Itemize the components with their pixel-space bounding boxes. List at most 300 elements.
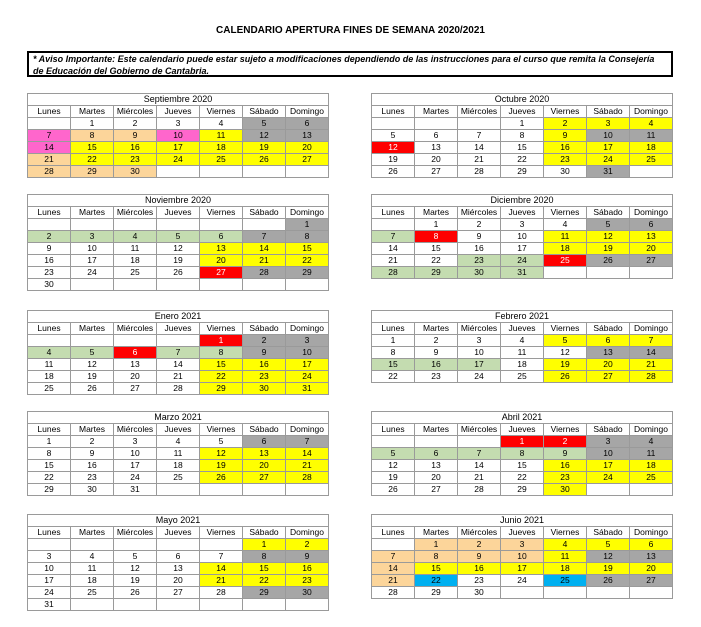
day-cell: 3	[587, 118, 630, 130]
day-cell: 15	[286, 243, 329, 255]
day-cell: 8	[415, 551, 458, 563]
day-cell: 23	[28, 267, 71, 279]
day-cell: 31	[587, 166, 630, 178]
day-cell: 6	[200, 231, 243, 243]
day-cell: 27	[630, 255, 673, 267]
weekday-header-row	[372, 323, 673, 335]
day-cell: 2	[458, 219, 501, 231]
day-cell: 21	[157, 371, 200, 383]
day-cell: 20	[630, 243, 673, 255]
day-cell: 30	[286, 587, 329, 599]
day-cell: 30	[114, 166, 157, 178]
week-row	[28, 539, 329, 551]
day-cell: 19	[587, 243, 630, 255]
day-cell: 29	[200, 383, 243, 395]
week-row	[28, 154, 329, 166]
day-cell: 22	[501, 154, 544, 166]
week-row	[28, 142, 329, 154]
day-cell: 23	[114, 154, 157, 166]
weekday-header: Miércoles	[114, 106, 157, 118]
weekday-header: Sábado	[243, 424, 286, 436]
day-cell: 13	[200, 243, 243, 255]
week-row	[372, 472, 673, 484]
day-cell: 21	[200, 575, 243, 587]
day-cell: 6	[114, 347, 157, 359]
weekday-header: Viernes	[200, 527, 243, 539]
day-cell: 12	[587, 551, 630, 563]
day-cell: 11	[157, 448, 200, 460]
day-cell: 26	[200, 472, 243, 484]
empty-cell	[372, 219, 415, 231]
weekday-header: Domingo	[630, 323, 673, 335]
day-cell: 10	[157, 130, 200, 142]
week-row	[372, 436, 673, 448]
day-cell: 1	[243, 539, 286, 551]
day-cell: 13	[630, 551, 673, 563]
day-cell: 8	[501, 448, 544, 460]
day-cell: 6	[157, 551, 200, 563]
weekday-header: Jueves	[157, 424, 200, 436]
empty-cell	[286, 166, 329, 178]
empty-cell	[28, 118, 71, 130]
empty-cell	[28, 539, 71, 551]
weekday-header: Domingo	[286, 106, 329, 118]
day-cell: 28	[200, 587, 243, 599]
week-row	[28, 484, 329, 496]
week-row	[372, 347, 673, 359]
empty-cell	[630, 587, 673, 599]
day-cell: 18	[544, 563, 587, 575]
empty-cell	[243, 219, 286, 231]
day-cell: 8	[415, 231, 458, 243]
day-cell: 23	[458, 255, 501, 267]
month-title: Febrero 2021	[371, 310, 673, 322]
day-cell: 17	[71, 255, 114, 267]
day-cell: 2	[415, 335, 458, 347]
day-cell: 7	[630, 335, 673, 347]
month-title: Marzo 2021	[27, 411, 329, 423]
day-cell: 14	[372, 563, 415, 575]
day-cell: 29	[28, 484, 71, 496]
day-cell: 21	[243, 255, 286, 267]
day-cell: 11	[630, 448, 673, 460]
week-row	[372, 267, 673, 279]
empty-cell	[587, 267, 630, 279]
day-cell: 12	[372, 460, 415, 472]
day-cell: 26	[587, 255, 630, 267]
day-cell: 26	[372, 484, 415, 496]
empty-cell	[630, 166, 673, 178]
day-cell: 24	[114, 472, 157, 484]
day-cell: 30	[243, 383, 286, 395]
weekday-header: Jueves	[157, 106, 200, 118]
day-cell: 5	[243, 118, 286, 130]
day-cell: 7	[458, 130, 501, 142]
day-cell: 9	[458, 231, 501, 243]
day-cell: 22	[372, 371, 415, 383]
weekday-header: Martes	[71, 424, 114, 436]
week-row	[372, 118, 673, 130]
day-cell: 29	[71, 166, 114, 178]
day-cell: 14	[243, 243, 286, 255]
weekday-header-row	[372, 424, 673, 436]
day-cell: 5	[114, 551, 157, 563]
day-cell: 16	[544, 460, 587, 472]
weekday-header: Sábado	[587, 527, 630, 539]
empty-cell	[157, 599, 200, 611]
day-cell: 3	[157, 118, 200, 130]
day-cell: 21	[372, 255, 415, 267]
weekday-header: Miércoles	[458, 527, 501, 539]
weekday-header: Viernes	[544, 527, 587, 539]
weekday-header: Martes	[415, 323, 458, 335]
week-row	[28, 448, 329, 460]
day-cell: 13	[415, 142, 458, 154]
day-cell: 11	[544, 231, 587, 243]
empty-cell	[458, 118, 501, 130]
day-cell: 13	[157, 563, 200, 575]
day-cell: 3	[587, 436, 630, 448]
weekday-header: Jueves	[501, 323, 544, 335]
day-cell: 12	[200, 448, 243, 460]
day-cell: 7	[458, 448, 501, 460]
weekday-header-row	[372, 527, 673, 539]
week-row	[28, 575, 329, 587]
month-calendar	[371, 310, 673, 383]
day-cell: 30	[458, 267, 501, 279]
day-cell: 4	[630, 436, 673, 448]
day-cell: 14	[630, 347, 673, 359]
day-cell: 4	[544, 219, 587, 231]
week-row	[372, 142, 673, 154]
day-cell: 4	[114, 231, 157, 243]
day-cell: 28	[630, 371, 673, 383]
day-cell: 6	[415, 130, 458, 142]
day-cell: 4	[157, 436, 200, 448]
week-row	[28, 279, 329, 291]
day-cell: 21	[630, 359, 673, 371]
weekday-header: Domingo	[286, 323, 329, 335]
empty-cell	[200, 279, 243, 291]
weekday-header: Martes	[415, 207, 458, 219]
week-row	[28, 166, 329, 178]
day-cell: 24	[71, 267, 114, 279]
weekday-header: Sábado	[243, 527, 286, 539]
day-cell: 23	[243, 371, 286, 383]
day-cell: 7	[28, 130, 71, 142]
day-cell: 20	[200, 255, 243, 267]
day-cell: 21	[28, 154, 71, 166]
day-cell: 9	[544, 448, 587, 460]
day-cell: 15	[243, 563, 286, 575]
day-cell: 19	[372, 472, 415, 484]
day-cell: 2	[286, 539, 329, 551]
day-cell: 19	[544, 359, 587, 371]
day-cell: 24	[28, 587, 71, 599]
weekday-header: Jueves	[501, 106, 544, 118]
weekday-header: Lunes	[372, 527, 415, 539]
week-row	[372, 575, 673, 587]
week-row	[372, 219, 673, 231]
day-cell: 11	[630, 130, 673, 142]
day-cell: 26	[114, 587, 157, 599]
day-cell: 7	[157, 347, 200, 359]
weekday-header: Martes	[415, 527, 458, 539]
weekday-header: Viernes	[200, 207, 243, 219]
weekday-header: Domingo	[630, 106, 673, 118]
day-cell: 16	[415, 359, 458, 371]
weekday-header: Viernes	[544, 106, 587, 118]
day-cell: 11	[544, 551, 587, 563]
day-cell: 29	[415, 587, 458, 599]
week-row	[372, 166, 673, 178]
empty-cell	[372, 118, 415, 130]
day-cell: 28	[372, 587, 415, 599]
day-cell: 24	[157, 154, 200, 166]
week-row	[372, 335, 673, 347]
day-cell: 10	[28, 563, 71, 575]
month-title: Noviembre 2020	[27, 194, 329, 206]
weekday-header: Lunes	[28, 106, 71, 118]
day-cell: 21	[286, 460, 329, 472]
weekday-header: Lunes	[372, 207, 415, 219]
day-cell: 12	[372, 142, 415, 154]
month-calendar	[371, 194, 673, 279]
weekday-header: Sábado	[587, 106, 630, 118]
day-cell: 20	[157, 575, 200, 587]
day-cell: 15	[372, 359, 415, 371]
day-cell: 23	[71, 472, 114, 484]
day-cell: 19	[114, 575, 157, 587]
day-cell: 4	[200, 118, 243, 130]
day-cell: 5	[157, 231, 200, 243]
week-row	[372, 243, 673, 255]
day-cell: 1	[28, 436, 71, 448]
week-row	[28, 383, 329, 395]
week-row	[372, 551, 673, 563]
day-cell: 7	[372, 231, 415, 243]
day-cell: 2	[544, 118, 587, 130]
month-calendar	[27, 93, 329, 178]
day-cell: 7	[243, 231, 286, 243]
month-calendar	[27, 411, 329, 496]
day-cell: 26	[71, 383, 114, 395]
week-row	[28, 587, 329, 599]
day-cell: 12	[157, 243, 200, 255]
day-cell: 18	[114, 255, 157, 267]
day-cell: 14	[458, 142, 501, 154]
weekday-header-row	[28, 424, 329, 436]
day-cell: 11	[200, 130, 243, 142]
day-cell: 4	[630, 118, 673, 130]
day-cell: 12	[587, 231, 630, 243]
day-cell: 9	[286, 551, 329, 563]
empty-cell	[114, 219, 157, 231]
day-cell: 22	[71, 154, 114, 166]
day-cell: 10	[114, 448, 157, 460]
day-cell: 19	[157, 255, 200, 267]
weekday-header: Sábado	[587, 323, 630, 335]
weekday-header: Martes	[71, 527, 114, 539]
day-cell: 27	[415, 484, 458, 496]
day-cell: 8	[28, 448, 71, 460]
day-cell: 19	[372, 154, 415, 166]
empty-cell	[157, 539, 200, 551]
weekday-header: Domingo	[286, 424, 329, 436]
empty-cell	[71, 599, 114, 611]
day-cell: 16	[458, 243, 501, 255]
month-calendar	[27, 514, 329, 611]
day-cell: 16	[243, 359, 286, 371]
day-cell: 25	[544, 575, 587, 587]
day-cell: 3	[286, 335, 329, 347]
day-cell: 15	[200, 359, 243, 371]
day-cell: 18	[630, 460, 673, 472]
day-cell: 17	[157, 142, 200, 154]
day-cell: 28	[243, 267, 286, 279]
empty-cell	[114, 279, 157, 291]
day-cell: 29	[415, 267, 458, 279]
day-cell: 18	[630, 142, 673, 154]
empty-cell	[114, 599, 157, 611]
week-row	[28, 599, 329, 611]
weekday-header: Miércoles	[458, 323, 501, 335]
day-cell: 5	[587, 219, 630, 231]
day-cell: 22	[28, 472, 71, 484]
day-cell: 27	[114, 383, 157, 395]
weekday-header: Lunes	[372, 106, 415, 118]
day-cell: 5	[372, 448, 415, 460]
day-cell: 5	[587, 539, 630, 551]
day-cell: 2	[544, 436, 587, 448]
day-cell: 1	[71, 118, 114, 130]
day-cell: 25	[28, 383, 71, 395]
week-row	[28, 551, 329, 563]
day-cell: 27	[415, 166, 458, 178]
day-cell: 18	[501, 359, 544, 371]
day-cell: 8	[286, 231, 329, 243]
day-cell: 12	[243, 130, 286, 142]
day-cell: 24	[501, 255, 544, 267]
day-cell: 30	[544, 484, 587, 496]
day-cell: 26	[243, 154, 286, 166]
day-cell: 28	[28, 166, 71, 178]
weekday-header: Lunes	[28, 207, 71, 219]
day-cell: 22	[415, 255, 458, 267]
day-cell: 27	[243, 472, 286, 484]
empty-cell	[157, 335, 200, 347]
day-cell: 23	[286, 575, 329, 587]
day-cell: 4	[544, 539, 587, 551]
month-title: Diciembre 2020	[371, 194, 673, 206]
day-cell: 6	[415, 448, 458, 460]
day-cell: 9	[544, 130, 587, 142]
month-title: Septiembre 2020	[27, 93, 329, 105]
day-cell: 16	[114, 142, 157, 154]
day-cell: 6	[587, 335, 630, 347]
day-cell: 4	[28, 347, 71, 359]
day-cell: 3	[28, 551, 71, 563]
day-cell: 19	[243, 142, 286, 154]
weekday-header: Domingo	[286, 527, 329, 539]
week-row	[28, 255, 329, 267]
day-cell: 29	[501, 484, 544, 496]
month-calendar	[371, 514, 673, 599]
day-cell: 12	[71, 359, 114, 371]
day-cell: 3	[458, 335, 501, 347]
empty-cell	[630, 484, 673, 496]
week-row	[28, 118, 329, 130]
day-cell: 2	[243, 335, 286, 347]
day-cell: 18	[544, 243, 587, 255]
day-cell: 24	[587, 472, 630, 484]
day-cell: 26	[372, 166, 415, 178]
weekday-header: Sábado	[243, 323, 286, 335]
weekday-header: Martes	[71, 207, 114, 219]
empty-cell	[286, 279, 329, 291]
day-cell: 19	[71, 371, 114, 383]
day-cell: 30	[544, 166, 587, 178]
day-cell: 8	[243, 551, 286, 563]
month-title: Abril 2021	[371, 411, 673, 423]
empty-cell	[71, 279, 114, 291]
day-cell: 12	[544, 347, 587, 359]
empty-cell	[114, 539, 157, 551]
week-row	[28, 267, 329, 279]
weekday-header: Miércoles	[114, 323, 157, 335]
week-row	[372, 231, 673, 243]
empty-cell	[243, 279, 286, 291]
day-cell: 14	[200, 563, 243, 575]
empty-cell	[372, 436, 415, 448]
day-cell: 22	[415, 575, 458, 587]
empty-cell	[200, 599, 243, 611]
day-cell: 1	[415, 219, 458, 231]
week-row	[28, 335, 329, 347]
day-cell: 13	[114, 359, 157, 371]
day-cell: 10	[71, 243, 114, 255]
weekday-header: Domingo	[630, 207, 673, 219]
day-cell: 27	[286, 154, 329, 166]
day-cell: 23	[415, 371, 458, 383]
day-cell: 9	[28, 243, 71, 255]
weekday-header: Viernes	[200, 323, 243, 335]
day-cell: 9	[415, 347, 458, 359]
month-calendar	[371, 93, 673, 178]
week-row	[28, 243, 329, 255]
day-cell: 14	[28, 142, 71, 154]
empty-cell	[71, 335, 114, 347]
week-row	[28, 347, 329, 359]
week-row	[28, 436, 329, 448]
week-row	[372, 563, 673, 575]
day-cell: 7	[200, 551, 243, 563]
week-row	[372, 255, 673, 267]
week-row	[28, 359, 329, 371]
day-cell: 18	[71, 575, 114, 587]
day-cell: 20	[114, 371, 157, 383]
day-cell: 31	[114, 484, 157, 496]
day-cell: 25	[630, 154, 673, 166]
day-cell: 11	[501, 347, 544, 359]
empty-cell	[28, 219, 71, 231]
day-cell: 13	[415, 460, 458, 472]
empty-cell	[286, 484, 329, 496]
empty-cell	[114, 335, 157, 347]
day-cell: 21	[458, 472, 501, 484]
weekday-header: Lunes	[28, 323, 71, 335]
day-cell: 13	[243, 448, 286, 460]
